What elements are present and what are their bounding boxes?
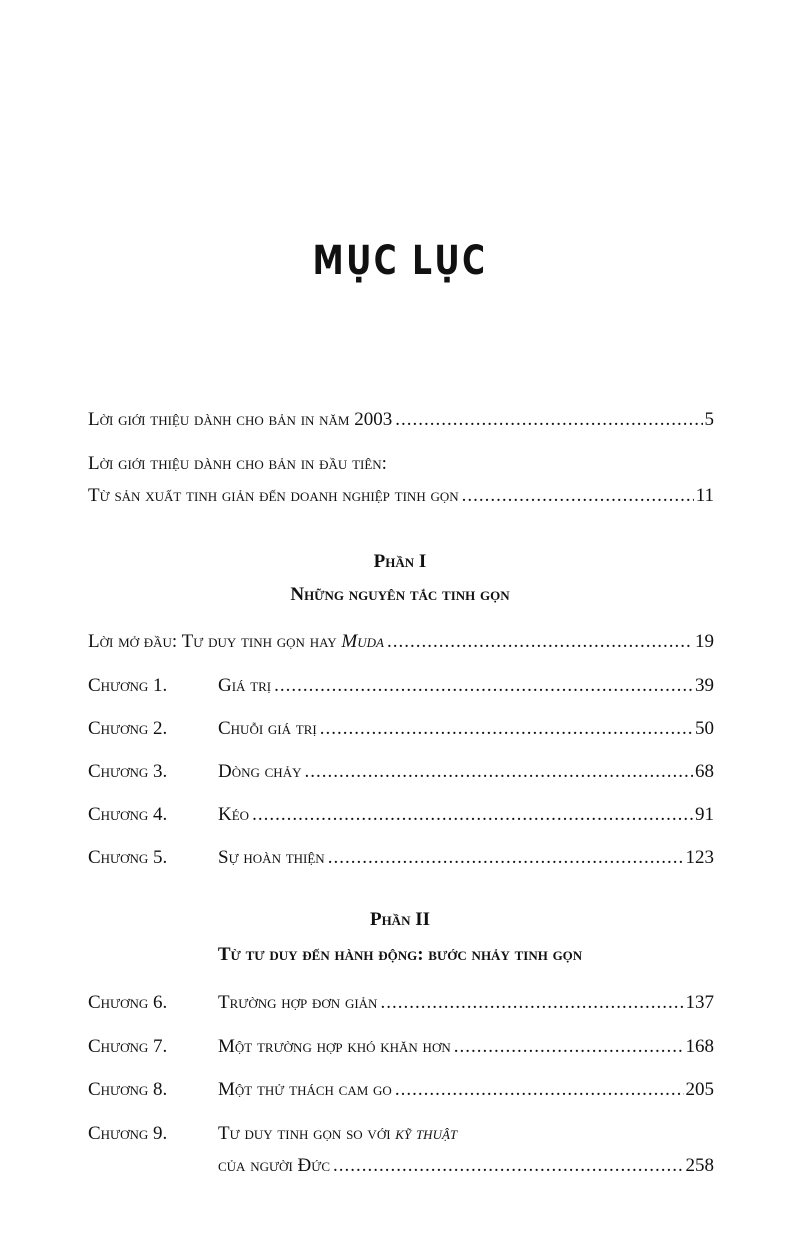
toc-entry-prologue[interactable] <box>88 631 714 653</box>
chapter-title: Dòng chảy <box>218 761 302 782</box>
toc-entry-intro-2003[interactable] <box>88 409 714 431</box>
toc-page-number: 168 <box>685 1036 714 1057</box>
dot-leader <box>380 992 683 1014</box>
part1-subtitle: Những nguyên tắc tinh gọn <box>290 584 510 605</box>
dot-leader <box>328 847 684 869</box>
part2-subtitle: Từ tư duy đến hành động: bước nhảy tinh gọn <box>217 944 583 965</box>
prologue-label-italic: Muda <box>341 631 384 652</box>
dot-leader <box>454 1036 684 1058</box>
chapter-number: Chương 7. <box>88 1036 168 1057</box>
page-title: MỤC LỤC <box>312 238 488 284</box>
chapter-title: Chuỗi giá trị <box>218 718 317 739</box>
toc-entry-intro-first[interactable] <box>88 485 714 507</box>
toc-page-number: 11 <box>695 485 714 506</box>
toc-page-number: 205 <box>685 1079 714 1100</box>
dot-leader <box>320 718 693 740</box>
toc-page-number: 123 <box>685 847 714 868</box>
chapter-number: Chương 4. <box>88 804 168 825</box>
toc-entry-label: Lời giới thiệu dành cho bản in năm 2003 <box>88 409 393 430</box>
chapter-number: Chương 2. <box>88 718 168 739</box>
toc-page-number: 91 <box>695 804 714 825</box>
dot-leader <box>333 1155 683 1177</box>
toc-entry-chapter-4[interactable] <box>88 804 714 826</box>
part2-heading: Phần II <box>369 909 431 930</box>
chapter-title-line2: của người Đức <box>218 1155 331 1176</box>
toc-entry-chapter-1[interactable] <box>88 675 714 697</box>
chapter-title: Một trường hợp khó khăn hơn <box>218 1036 451 1057</box>
prologue-label-text: Lời mở đầu: Tư duy tinh gọn hay <box>88 631 342 652</box>
toc-page-number: 68 <box>695 761 714 782</box>
dot-leader <box>252 804 693 826</box>
toc-entry-chapter-2[interactable] <box>88 718 714 740</box>
chapter-number: Chương 9. <box>88 1123 168 1144</box>
chapter-title-line1: Tư duy tinh gọn so với <box>218 1123 396 1144</box>
toc-page-number: 50 <box>695 718 714 739</box>
chapter-title: Sự hoàn thiện <box>218 847 325 868</box>
toc-entry-chapter-3[interactable] <box>88 761 714 783</box>
dot-leader <box>274 675 693 697</box>
toc-entry-chapter-7[interactable] <box>88 1036 714 1058</box>
dot-leader <box>387 631 693 653</box>
toc-page-number: 19 <box>695 631 714 652</box>
part1-heading: Phần I <box>373 551 427 572</box>
dot-leader <box>462 485 694 507</box>
chapter-title: Kéo <box>218 804 250 825</box>
chapter-title-italic: kỹ thuật <box>395 1123 458 1144</box>
dot-leader <box>395 1079 684 1101</box>
chapter-title: Trường hợp đơn giản <box>218 992 378 1013</box>
toc-entry-chapter-5[interactable] <box>88 847 714 869</box>
dot-leader <box>395 409 702 431</box>
chapter-title: Giá trị <box>218 675 272 696</box>
toc-entry-chapter-9[interactable] <box>218 1155 714 1177</box>
toc-entry-intro-first-line1: Lời giới thiệu dành cho bản in đầu tiên: <box>88 453 387 474</box>
toc-entry-chapter-9-line1 <box>88 1123 457 1145</box>
toc-entry-label: Từ sản xuất tinh giản đến doanh nghiệp tinh gọn <box>88 485 459 506</box>
toc-page-number: 39 <box>695 675 714 696</box>
chapter-number: Chương 3. <box>88 761 168 782</box>
dot-leader <box>304 761 693 783</box>
toc-page-number: 137 <box>685 992 714 1013</box>
chapter-title: Một thử thách cam go <box>218 1079 392 1100</box>
chapter-number: Chương 5. <box>88 847 168 868</box>
chapter-number: Chương 6. <box>88 992 168 1013</box>
chapter-number: Chương 8. <box>88 1079 168 1100</box>
toc-entry-chapter-8[interactable] <box>88 1079 714 1101</box>
chapter-number: Chương 1. <box>88 675 168 696</box>
toc-entry-chapter-6[interactable] <box>88 992 714 1014</box>
toc-page-number: 258 <box>685 1155 714 1176</box>
toc-page-number: 5 <box>704 409 714 430</box>
toc-entry-label <box>88 631 384 653</box>
